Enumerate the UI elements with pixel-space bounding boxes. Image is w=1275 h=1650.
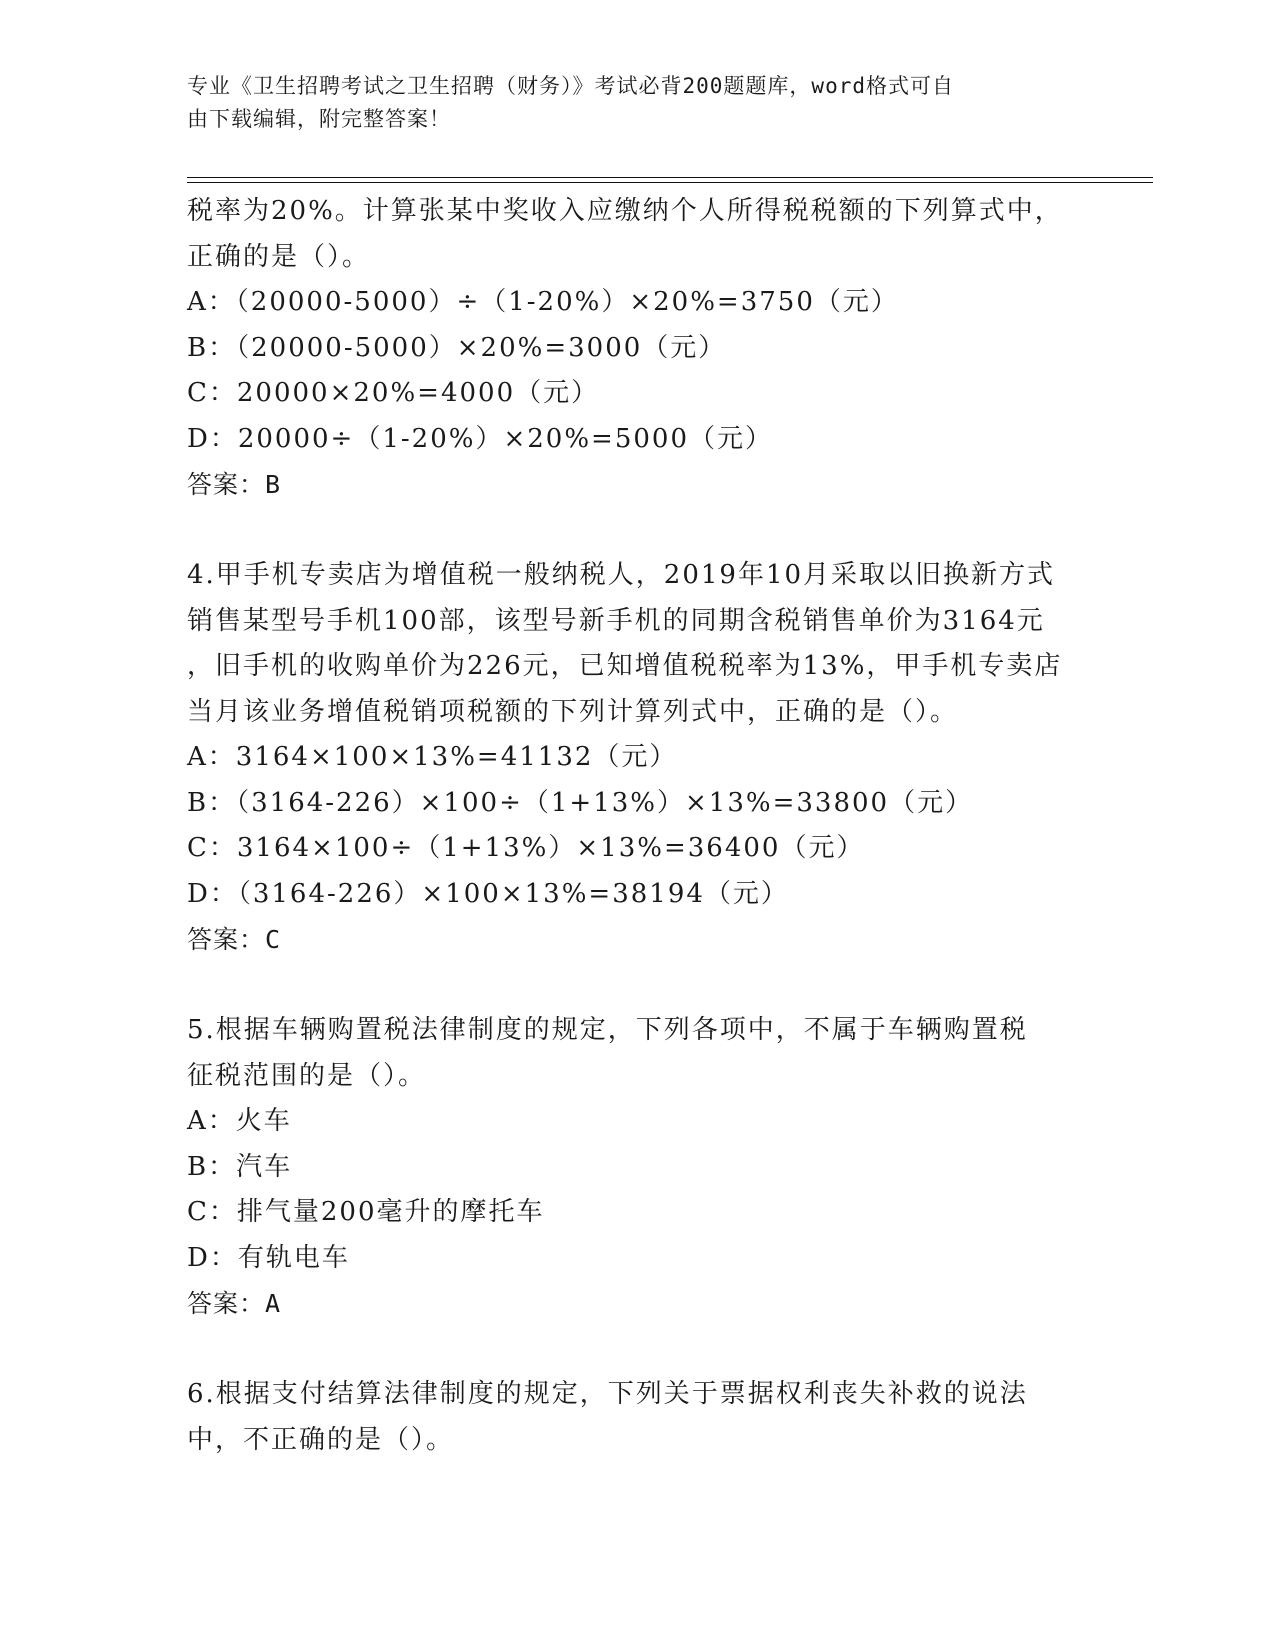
header-line-1: 专业《卫生招聘考试之卫生招聘（财务）》考试必背200题题库，word格式可自 [187,74,954,98]
question-stem: 正确的是（）。 [187,241,371,272]
option-a: A：（20000-5000）÷（1-20%）×20%=3750（元） [187,287,899,317]
header-line-2: 由下载编辑，附完整答案！ [187,107,451,131]
spacer [187,963,1087,1009]
option-a: A：火车 [187,1106,292,1136]
header-divider-bottom [187,182,1153,183]
answer: 答案：B [187,470,282,499]
spacer [187,508,1087,554]
option-d: D：20000÷（1-20%）×20%=5000（元） [187,423,773,454]
header-divider-top [187,177,1153,178]
question-stem: 税率为20%。计算张某中奖收入应缴纳个人所得税税额的下列算式中， [187,196,1063,226]
option-b: B：（3164-226）×100÷（1+13%）×13%=33800（元） [187,787,974,818]
question-6 [187,1372,1087,1463]
question-stem: 5.根据车辆购置税法律制度的规定，下列各项中，不属于车辆购置税 [187,1015,1028,1045]
question-stem: 当月该业务增值税销项税额的下列计算列式中，正确的是（）。 [187,696,959,727]
option-c: C：3164×100÷（1+13%）×13%=36400（元） [187,833,865,863]
question-stem: 征税范围的是（）。 [187,1060,427,1091]
question-5 [187,1008,1087,1327]
answer: 答案：A [187,1289,282,1318]
question-stem: 6.根据支付结算法律制度的规定，下列关于票据权利丧失补救的说法 [187,1379,1028,1409]
option-d: D：（3164-226）×100×13%=38194（元） [187,878,789,909]
document-body [187,189,1087,1463]
option-a: A：3164×100×13%=41132（元） [187,742,678,772]
question-stem: 中，不正确的是（）。 [187,1424,455,1455]
question-3 [187,189,1087,508]
option-b: B：（20000-5000）×20%=3000（元） [187,332,727,363]
option-b: B：汽车 [187,1151,293,1182]
document-header [187,70,1067,136]
option-d: D：有轨电车 [187,1242,350,1273]
question-stem: 4.甲手机专卖店为增值税一般纳税人，2019年10月采取以旧换新方式 [187,560,1056,590]
question-stem: 销售某型号手机100部，该型号新手机的同期含税销售单价为3164元 [187,605,1045,636]
answer: 答案：C [187,925,282,954]
option-c: C：排气量200毫升的摩托车 [187,1197,545,1227]
question-4 [187,553,1087,963]
spacer [187,1327,1087,1373]
option-c: C：20000×20%=4000（元） [187,378,600,408]
question-stem: ，旧手机的收购单价为226元，已知增值税税率为13%，甲手机专卖店 [187,651,1063,681]
